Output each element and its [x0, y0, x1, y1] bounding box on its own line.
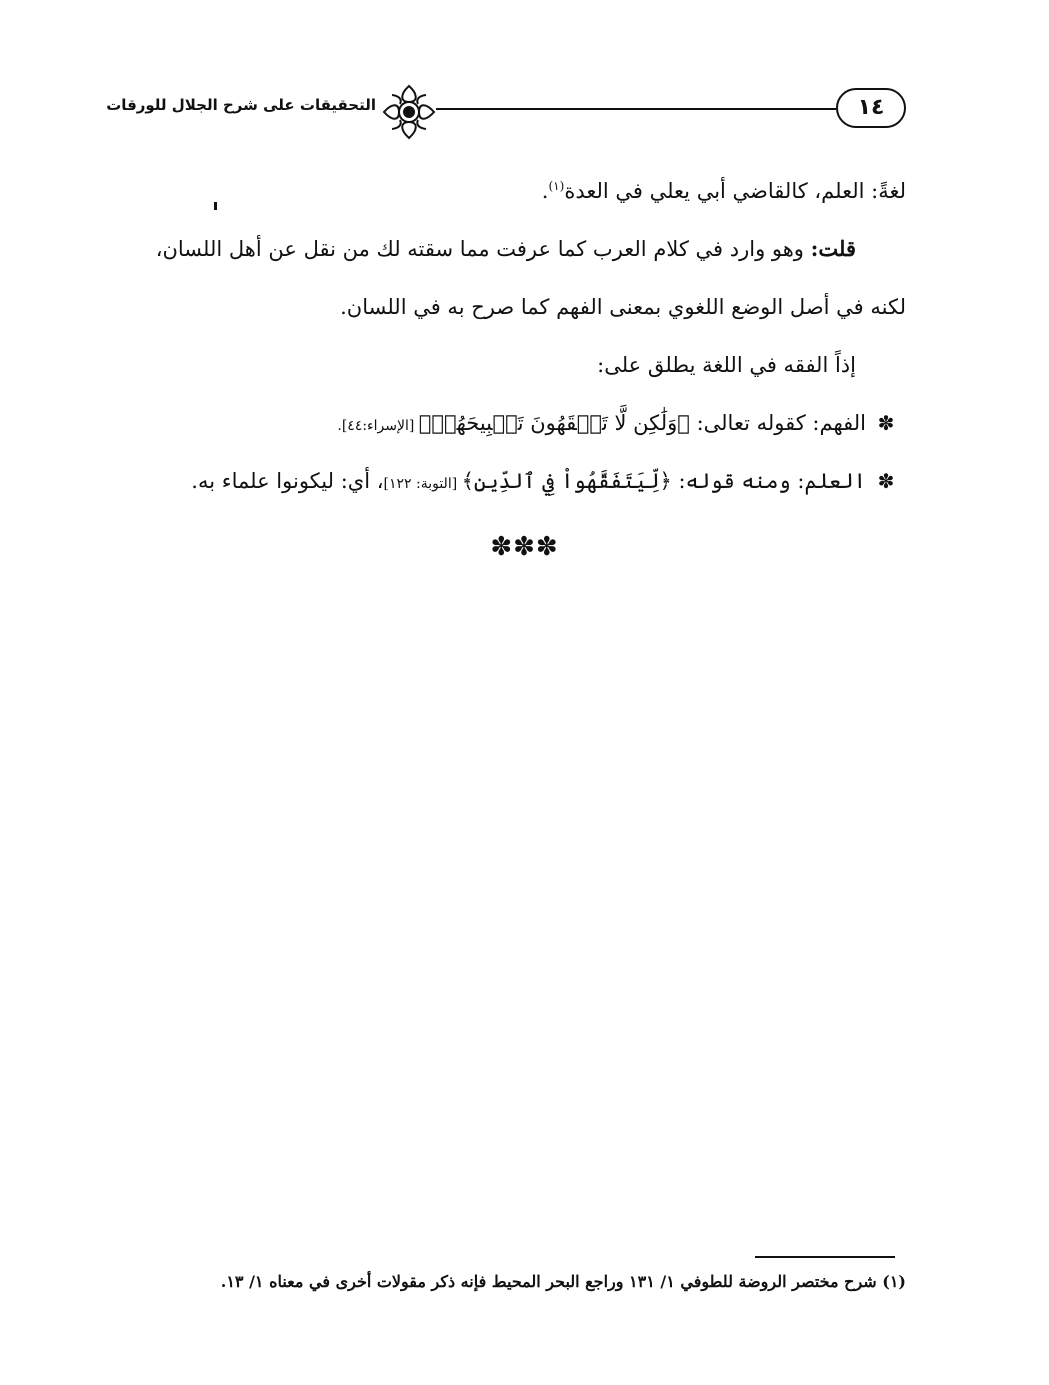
bullet-text: الفهم: كقوله تعالى: ﴿وَلَٰكِن لَّا تَفۡقَهُونَ تَسۡبِيحَهُمۡ﴾ — [418, 411, 866, 435]
line-text: لغةً: العلم، كالقاضي أبي يعلي في العدة — [564, 179, 906, 203]
paragraph-line — [140, 226, 906, 284]
footnote-ref: (١) — [548, 179, 565, 193]
body-text — [140, 168, 906, 516]
line-text: إذاً الفقه في اللغة يطلق على: — [597, 353, 856, 377]
bullet-text: العلم: ومنه قوله: ﴿لِّيَتَفَقَّهُواْ فِي ٱلدِّينِ﴾ — [461, 469, 866, 493]
section-separator: ✽✽✽ — [490, 532, 559, 562]
bullet-item — [140, 458, 906, 516]
line-text: وهو وارد في كلام العرب كما عرفت مما سقته لك من نقل عن أهل اللسان، — [155, 237, 811, 261]
paragraph-line — [140, 168, 906, 226]
book-title: التحقيقات على شرح الجلال للورقات — [106, 96, 376, 114]
paragraph-line — [140, 284, 906, 342]
page-number: ١٤ — [836, 88, 906, 128]
bullet-tail: ، أي: ليكونوا علماء به. — [191, 469, 384, 493]
verse-citation: [الإسراء:٤٤]. — [337, 418, 419, 434]
asterisk-bullet-icon: ✽ — [877, 411, 895, 435]
qult-label: قلت: — [810, 236, 856, 261]
paragraph-line — [140, 342, 906, 400]
line-end: . — [541, 179, 549, 203]
verse-citation: [التوبة: ١٢٢] — [383, 476, 462, 492]
running-header — [106, 82, 906, 142]
bullet-item — [140, 400, 906, 458]
ornament-icon — [378, 82, 440, 142]
footnote: (١) شرح مختصر الروضة للطوفي ١/ ١٣١ وراجع البحر المحيط فإنه ذكر مقولات أخرى في معناه ١/ ١٣. — [220, 1272, 906, 1291]
asterisk-bullet-icon: ✽ — [877, 469, 895, 493]
header-rule — [436, 108, 836, 110]
footnote-rule — [755, 1256, 895, 1258]
line-text: لكنه في أصل الوضع اللغوي بمعنى الفهم كما صرح به في اللسان. — [340, 295, 906, 319]
